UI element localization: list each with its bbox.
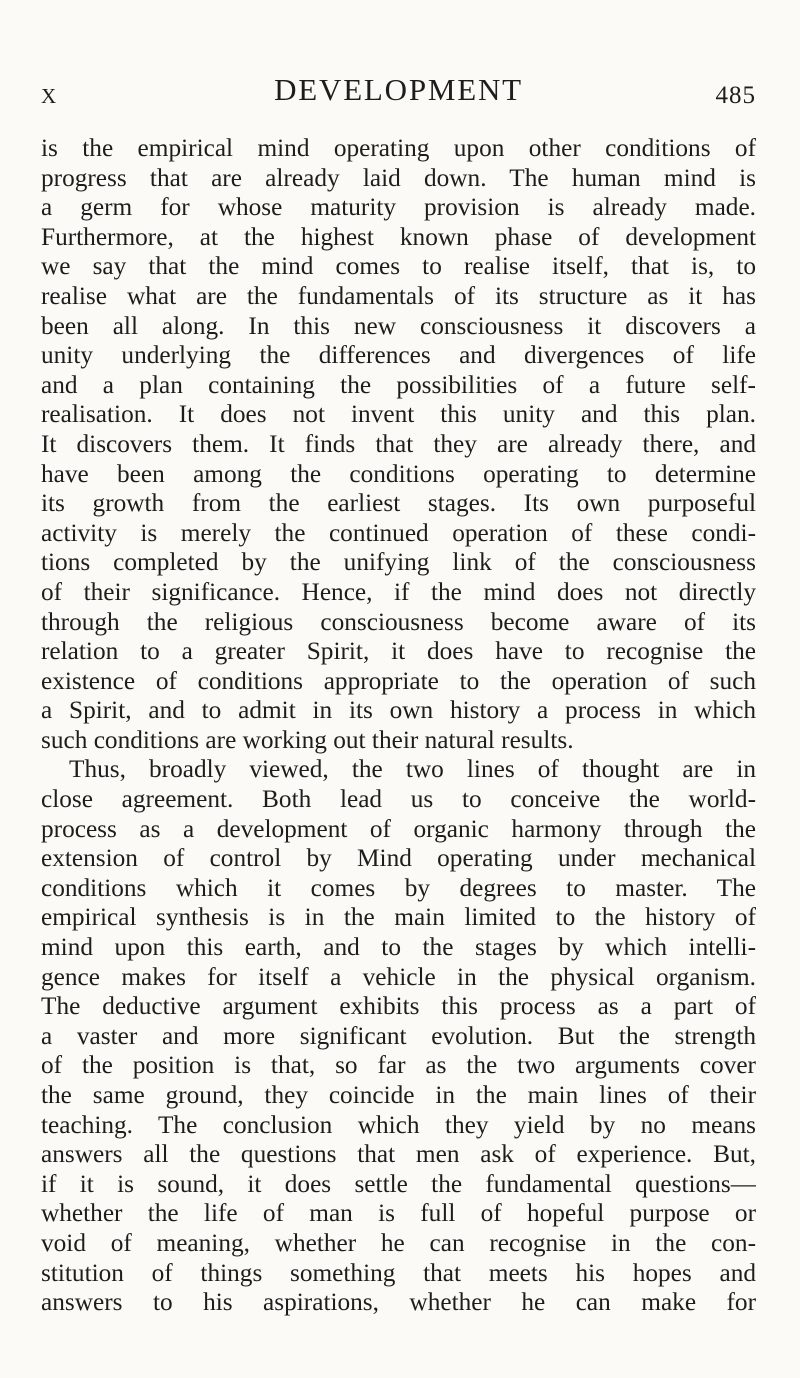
- text-line: and a plan containing the possibilities of a future self-: [41, 370, 756, 399]
- text-line: conditions which it comes by degrees to master. The: [41, 873, 756, 902]
- text-line: its growth from the earliest stages. Its own purposeful: [41, 489, 756, 518]
- text-line: is the empirical mind operating upon other conditions of: [41, 134, 756, 162]
- text-line: process as a development of organic harmony through the: [41, 814, 756, 843]
- text-line: relation to a greater Spirit, it does have to recognise the: [41, 637, 756, 666]
- text-line: such conditions are working out their natural results.: [41, 725, 574, 754]
- text-line: Furthermore, at the highest known phase of development: [41, 222, 756, 251]
- chapter-number: X: [41, 84, 57, 108]
- text-line: existence of conditions appropriate to the operation of such: [41, 666, 756, 695]
- running-title: DEVELOPMENT: [274, 72, 523, 107]
- text-line: Thus, broadly viewed, the two lines of thought are in: [69, 755, 756, 784]
- text-line: answers to his aspirations, whether he can make for: [41, 1288, 756, 1317]
- text-line: It discovers them. It finds that they are already there, and: [41, 429, 756, 458]
- text-line: through the religious consciousness become aware of its: [41, 607, 756, 636]
- text-line: we say that the mind comes to realise itself, that is, to: [41, 252, 756, 281]
- text-line: gence makes for itself a vehicle in the physical organism.: [41, 962, 756, 991]
- text-line: activity is merely the continued operation of these condi-: [41, 518, 756, 547]
- text-line: void of meaning, whether he can recognise in the con-: [41, 1228, 756, 1257]
- text-line: been all along. In this new consciousness it discovers a: [41, 311, 756, 340]
- text-line: close agreement. Both lead us to conceive the world-: [41, 785, 756, 814]
- text-line: empirical synthesis is in the main limited to the history of: [41, 903, 756, 932]
- text-line: the same ground, they coincide in the main lines of their: [41, 1081, 756, 1109]
- text-line: teaching. The conclusion which they yield by no means: [41, 1110, 756, 1139]
- text-line: if it is sound, it does settle the fundamental questions—: [41, 1169, 756, 1198]
- body-text: [41, 134, 756, 1318]
- text-line: extension of control by Mind operating under mechanical: [41, 844, 756, 873]
- text-line: unity underlying the differences and divergences of life: [41, 341, 756, 370]
- running-head: [41, 72, 756, 114]
- page-number: 485: [715, 82, 756, 109]
- text-line: The deductive argument exhibits this process as a part of: [41, 992, 756, 1021]
- text-line: a Spirit, and to admit in its own history a process in which: [41, 696, 756, 725]
- text-line: a vaster and more significant evolution. But the strength: [41, 1021, 756, 1050]
- text-line: realise what are the fundamentals of its structure as it has: [41, 281, 756, 310]
- text-line: tions completed by the unifying link of the consciousness: [41, 548, 756, 577]
- text-line: of the position is that, so far as the two arguments cover: [41, 1051, 756, 1080]
- text-line: of their significance. Hence, if the mind does not directly: [41, 577, 756, 606]
- text-line: progress that are already laid down. The human mind is: [41, 163, 756, 192]
- text-line: stitution of things something that meets his hopes and: [41, 1258, 756, 1287]
- text-line: whether the life of man is full of hopeful purpose or: [41, 1199, 756, 1228]
- text-line: a germ for whose maturity provision is already made.: [41, 193, 756, 222]
- text-line: mind upon this earth, and to the stages by which intelli-: [41, 933, 756, 962]
- text-line: realisation. It does not invent this unity and this plan.: [41, 400, 756, 429]
- text-line: have been among the conditions operating to determine: [41, 459, 756, 488]
- text-line: answers all the questions that men ask of experience. But,: [41, 1140, 756, 1169]
